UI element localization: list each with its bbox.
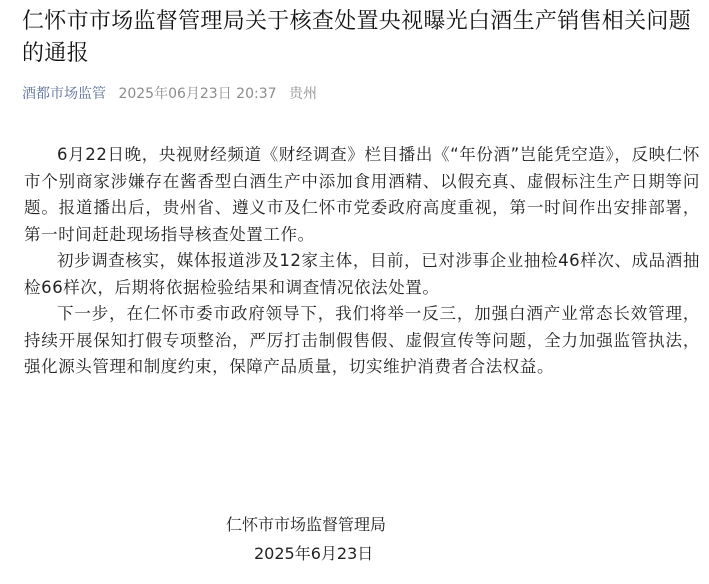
signature-organization: 仁怀市市场监督管理局	[226, 515, 387, 534]
publish-location: 贵州	[288, 86, 317, 102]
paragraph-1: 6月22日晚，央视财经频道《财经调查》栏目播出《“年份酒”岂能凭空造》，反映仁怀市个别商家涉嫌存在酱香型白酒生产中添加食用酒精、以假充真、虚假标注生产日期等问题。报道播出后，贵州省、遵义市及仁怀市党委政府高度重视，第一时间作出安排部署，第一时间赶赴现场指导核查处置工作。	[24, 145, 700, 244]
account-name-link[interactable]: 酒都市场监管	[22, 86, 106, 102]
publish-time: 2025年06月23日 20:37	[118, 86, 277, 102]
paragraph-3: 下一步，在仁怀市委市政府领导下，我们将举一反三，加强白酒产业常态长效管理，持续开展保知打假专项整治，严厉打击制假售假、虚假宣传等问题，全力加强监管执法，强化源头管理和制度约束，保障产品质量，切实维护消费者合法权益。	[24, 304, 700, 376]
article-body	[24, 142, 700, 381]
article-title: 仁怀市市场监督管理局关于核查处置央视曝光白酒生产销售相关问题的通报	[22, 9, 692, 66]
signature-date: 2025年6月23日	[254, 544, 374, 563]
paragraph-2: 初步调查核实，媒体报道涉及12家主体，目前，已对涉事企业抽检46样次、成品酒抽检66样次，后期将依据检验结果和调查情况依法处置。	[24, 251, 700, 297]
article-meta	[22, 84, 317, 104]
